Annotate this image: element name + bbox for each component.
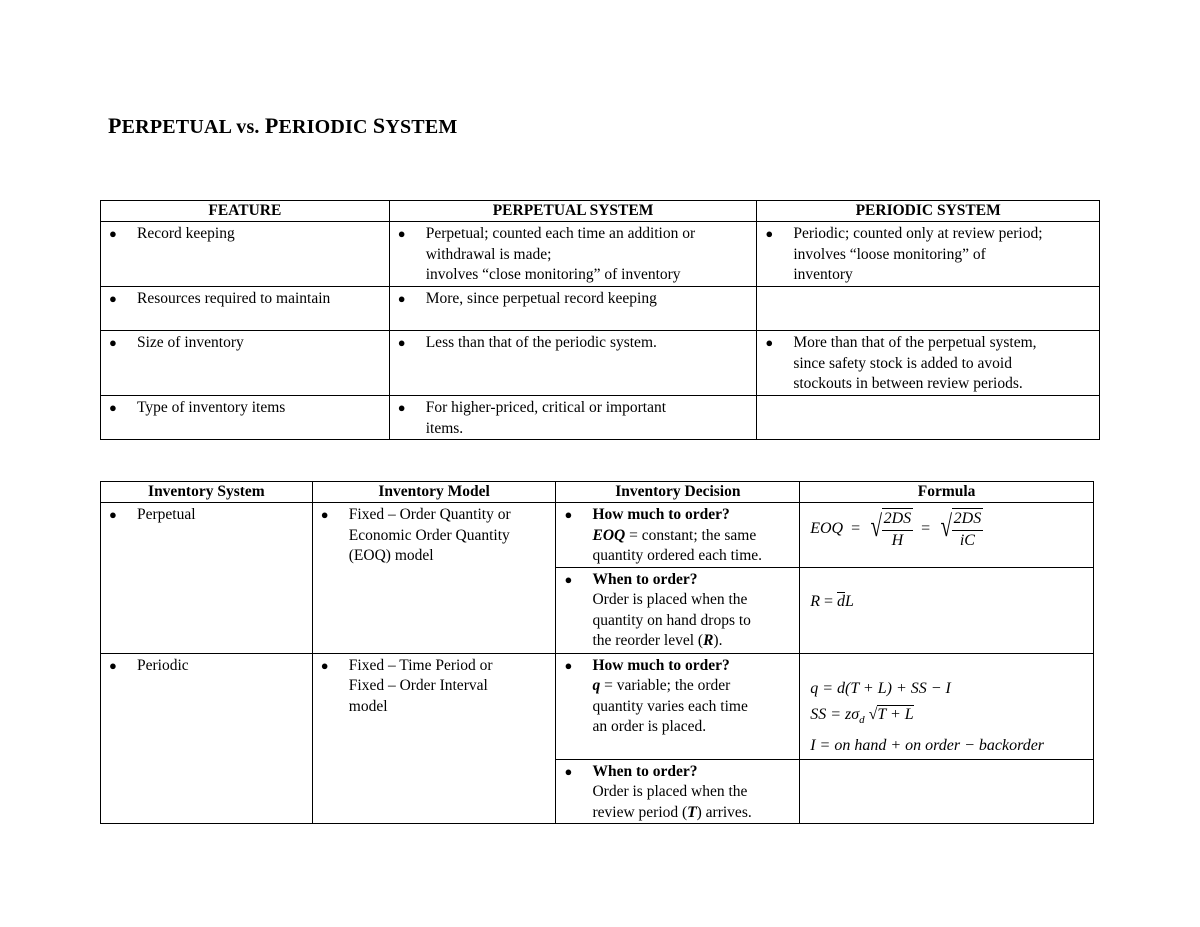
- cell-text: involves “loose monitoring” of: [793, 245, 986, 263]
- safety-stock-formula: SS = $z\sigma_d$ √T + L: [810, 705, 914, 726]
- formula-text: =: [851, 520, 861, 538]
- formula-text: SS = zσ: [810, 705, 860, 723]
- formula-text: $\overline{d}$: [837, 592, 845, 610]
- inventory-model-table: [100, 481, 1094, 824]
- empty-cell: [757, 287, 1100, 331]
- header-periodic: PERIODIC SYSTEM: [757, 201, 1100, 222]
- decision-var: R: [703, 632, 714, 649]
- decision-question: How much to order?: [592, 506, 730, 523]
- eoq-formula: [800, 503, 1093, 556]
- table-row: ● Periodic ● Fixed – Time Period or Fixed – Order Interval model ● How much to order? q = variable; the order quantity varies each time an order is placed. q = d(T + L) + SS − I SS = $z\sigma_d$ √T + L I = on hand + on order − backorder: [101, 653, 1094, 759]
- model-text: Fixed – Order Interval: [348, 677, 488, 694]
- decision-text: quantity on hand drops to: [592, 611, 751, 629]
- decision-text: review period (: [592, 803, 688, 821]
- decision-text: = variable; the order: [600, 677, 731, 694]
- model-text: (EOQ) model: [348, 547, 434, 564]
- decision-question: When to order?: [592, 570, 698, 588]
- table-row: ● When to order? Order is placed when the review period (T) arrives.: [101, 759, 1094, 824]
- decision-text: = constant; the same: [625, 526, 757, 544]
- cell-text: Periodic; counted only at review period;: [793, 225, 1043, 242]
- formula-text: d: [859, 713, 865, 726]
- decision-text: ).: [713, 632, 723, 649]
- decision-question: How much to order?: [592, 656, 730, 674]
- inventory-position-formula: I = on hand + on order − backorder: [810, 736, 1045, 754]
- model-text: Fixed – Time Period or: [348, 656, 493, 674]
- decision-text: an order is placed.: [592, 718, 707, 735]
- periodic-formulas: [800, 654, 1093, 759]
- table-row: ● Type of inventory items ● For higher-priced, critical or important items.: [101, 396, 1100, 440]
- decision-text: Order is placed when the: [592, 783, 748, 801]
- cell-text: stockouts in between review periods.: [793, 375, 1023, 392]
- formula-text: iC: [959, 531, 975, 549]
- header-system: Inventory System: [101, 482, 313, 503]
- header-decision: Inventory Decision: [556, 482, 800, 503]
- order-quantity-formula: q = d(T + L) + SS − I: [810, 679, 951, 697]
- table-row: ● Perpetual ● Fixed – Order Quantity or Economic Order Quantity (EOQ) model ● How much to order? EOQ = constant; the same quantity ordered each time. EOQ = √ $\frac{2DS}{H}$ = √ $\frac{2DS}{iC}$: [101, 503, 1094, 568]
- formula-text: =: [823, 592, 833, 610]
- feature-cell: Resources required to maintain: [137, 290, 331, 307]
- cell-text: For higher-priced, critical or important: [425, 399, 667, 416]
- cell-text: items.: [425, 419, 464, 437]
- formula-text: R: [810, 592, 820, 610]
- sqrt-symbol: √ $\frac{2DS}{iC}$: [938, 508, 983, 551]
- decision-text: quantity varies each time: [592, 697, 748, 715]
- header-model: Inventory Model: [312, 482, 556, 503]
- table-header-row: [101, 482, 1094, 503]
- decision-question: When to order?: [592, 762, 698, 780]
- comparison-table: [100, 200, 1100, 440]
- feature-cell: Record keeping: [137, 225, 235, 242]
- formula-text: =: [921, 520, 931, 538]
- table-row: ● Size of inventory ● Less than that of the periodic system. ● More than that of the perpetual system, since safety stock is added to avoid stockouts in between review periods.: [101, 331, 1100, 396]
- cell-text: withdrawal is made;: [425, 245, 552, 263]
- header-perpetual: PERPETUAL SYSTEM: [389, 201, 757, 222]
- page-title: PERPETUAL vs. PERIODIC SYSTEM: [108, 113, 458, 138]
- cell-text: Less than that of the periodic system.: [425, 334, 657, 351]
- formula-text: EOQ: [810, 520, 844, 538]
- formula-text: 2DS: [952, 509, 984, 531]
- cell-text: Perpetual; counted each time an addition or: [425, 225, 696, 242]
- cell-text: involves “close monitoring” of inventory: [425, 266, 681, 283]
- model-text: model: [348, 697, 388, 715]
- table-row: ● When to order? Order is placed when the quantity on hand drops to the reorder level (R). $R = \overline{d}L$: [101, 567, 1094, 653]
- empty-cell: [757, 396, 1100, 440]
- feature-cell: Type of inventory items: [137, 399, 286, 416]
- header-formula: Formula: [800, 482, 1094, 503]
- reorder-formula: [800, 568, 1093, 637]
- cell-text: inventory: [793, 266, 853, 283]
- header-feature: FEATURE: [101, 201, 390, 222]
- sqrt-symbol: √ $\frac{2DS}{H}$: [868, 508, 913, 551]
- decision-var: EOQ: [592, 526, 626, 544]
- cell-text: since safety stock is added to avoid: [793, 354, 1012, 372]
- decision-var: q: [592, 677, 601, 694]
- cell-text: More than that of the perpetual system,: [793, 334, 1037, 351]
- decision-text: ) arrives.: [696, 803, 752, 821]
- cell-text: More, since perpetual record keeping: [425, 290, 657, 307]
- table-header-row: [101, 201, 1100, 222]
- formula-text: 2DS: [882, 509, 914, 531]
- decision-text: the reorder level (: [592, 632, 704, 649]
- empty-cell: [800, 759, 1094, 824]
- decision-var: T: [687, 803, 697, 821]
- model-text: Economic Order Quantity: [348, 526, 510, 544]
- system-perpetual: Perpetual: [137, 506, 196, 523]
- model-text: Fixed – Order Quantity or: [348, 506, 511, 523]
- system-periodic: Periodic: [137, 656, 189, 674]
- formula-text: T + L: [877, 705, 914, 723]
- formula-text: H: [891, 531, 904, 549]
- formula-text: L: [845, 592, 854, 610]
- feature-cell: Size of inventory: [137, 334, 244, 351]
- decision-text: Order is placed when the: [592, 591, 748, 608]
- table-row: ● Record keeping ● Perpetual; counted each time an addition or withdrawal is made; involves “close monitoring” of inventory ● Periodic; counted only at review period; involves “loose monitoring” of inventory: [101, 222, 1100, 287]
- decision-text: quantity ordered each time.: [592, 547, 763, 564]
- table-row: ● Resources required to maintain ● More, since perpetual record keeping: [101, 287, 1100, 331]
